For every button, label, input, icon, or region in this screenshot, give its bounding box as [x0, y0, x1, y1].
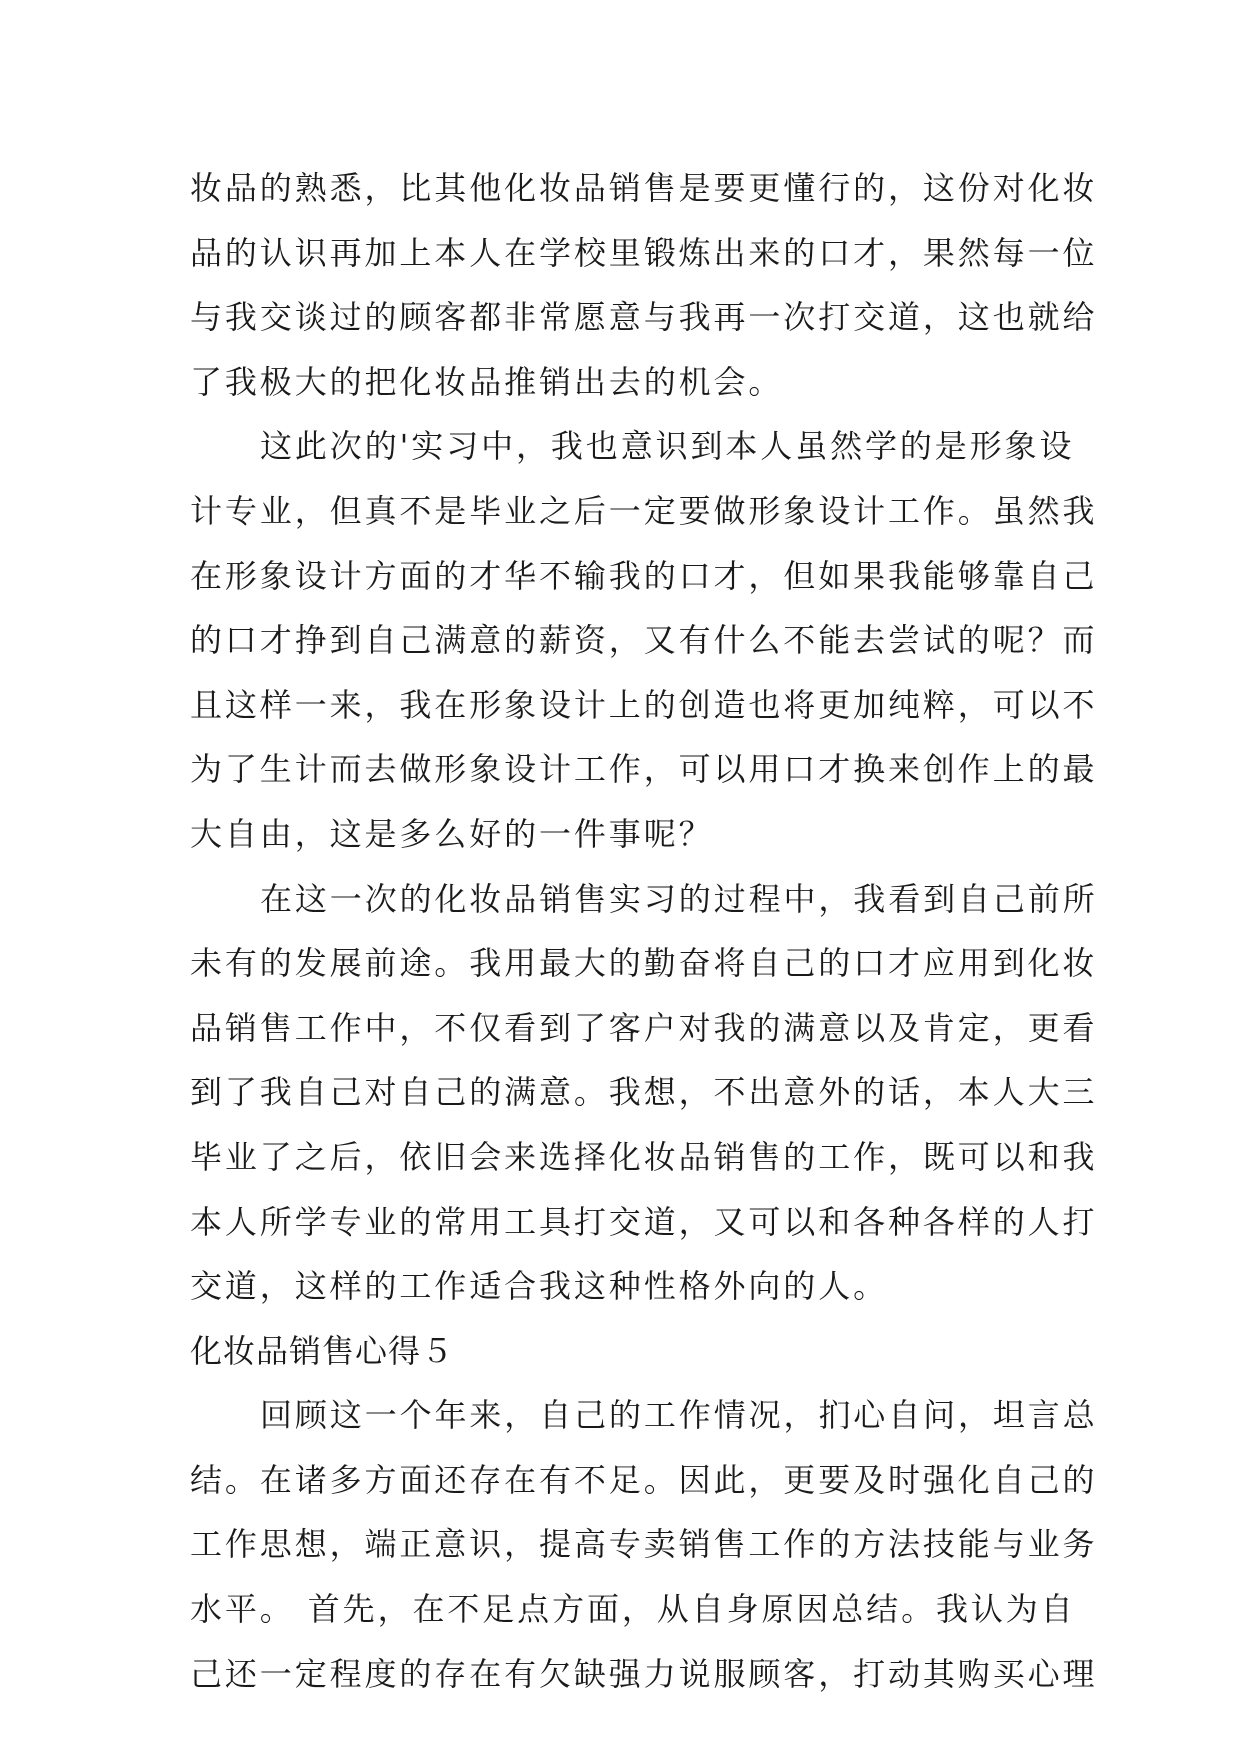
text-line: 未有的发展前途。我用最大的勤奋将自己的口才应用到化妆: [190, 944, 1098, 983]
text-line: 品的认识再加上本人在学校里锻炼出来的口才，果然每一位: [190, 233, 1098, 272]
text-line: 且这样一来，我在形象设计上的创造也将更加纯粹，可以不: [190, 685, 1098, 724]
text-line: 的口才挣到自己满意的薪资，又有什么不能去尝试的呢？而: [190, 621, 1098, 660]
text-line: 大自由，这是多么好的一件事呢？: [190, 814, 714, 853]
section-heading: 化妆品销售心得５: [190, 1331, 455, 1370]
text-line: 工作思想，端正意识，提高专卖销售工作的方法技能与业务: [190, 1525, 1098, 1564]
text-line: 到了我自己对自己的满意。我想，不出意外的话，本人大三: [190, 1073, 1098, 1112]
paragraph-first-line: 回顾这一个年来，自己的工作情况，扪心自问，坦言总: [260, 1396, 1098, 1435]
text-line: 己还一定程度的存在有欠缺强力说服顾客，打动其购买心理: [190, 1654, 1098, 1693]
paragraph-first-line: 这此次的'实习中，我也意识到本人虽然学的是形象设: [260, 427, 1075, 466]
text-line: 结。在诸多方面还存在有不足。因此，更要及时强化自己的: [190, 1460, 1098, 1499]
text-line: 妆品的熟悉，比其他化妆品销售是要更懂行的，这份对化妆: [190, 169, 1098, 207]
text-line: 与我交谈过的顾客都非常愿意与我再一次打交道，这也就给: [190, 298, 1098, 337]
text-line: 本人所学专业的常用工具打交道，又可以和各种各样的人打: [190, 1202, 1098, 1241]
text-line: 了我极大的把化妆品推销出去的机会。: [190, 362, 784, 401]
text-line: 水平。 首先，在不足点方面，从自身原因总结。我认为自: [190, 1590, 1076, 1629]
text-line: 在形象设计方面的才华不输我的口才，但如果我能够靠自己: [190, 556, 1098, 595]
text-line: 交道，这样的工作适合我这种性格外向的人。: [190, 1267, 889, 1306]
document-body: [190, 156, 1098, 1706]
text-line: 为了生计而去做形象设计工作，可以用口才换来创作上的最: [190, 750, 1098, 789]
paragraph-first-line: 在这一次的化妆品销售实习的过程中，我看到自己前所: [260, 879, 1098, 918]
text-line: 计专业，但真不是毕业之后一定要做形象设计工作。虽然我: [190, 491, 1098, 530]
text-line: 毕业了之后，依旧会来选择化妆品销售的工作，既可以和我: [190, 1137, 1098, 1176]
text-line: 品销售工作中，不仅看到了客户对我的满意以及肯定，更看: [190, 1008, 1098, 1047]
